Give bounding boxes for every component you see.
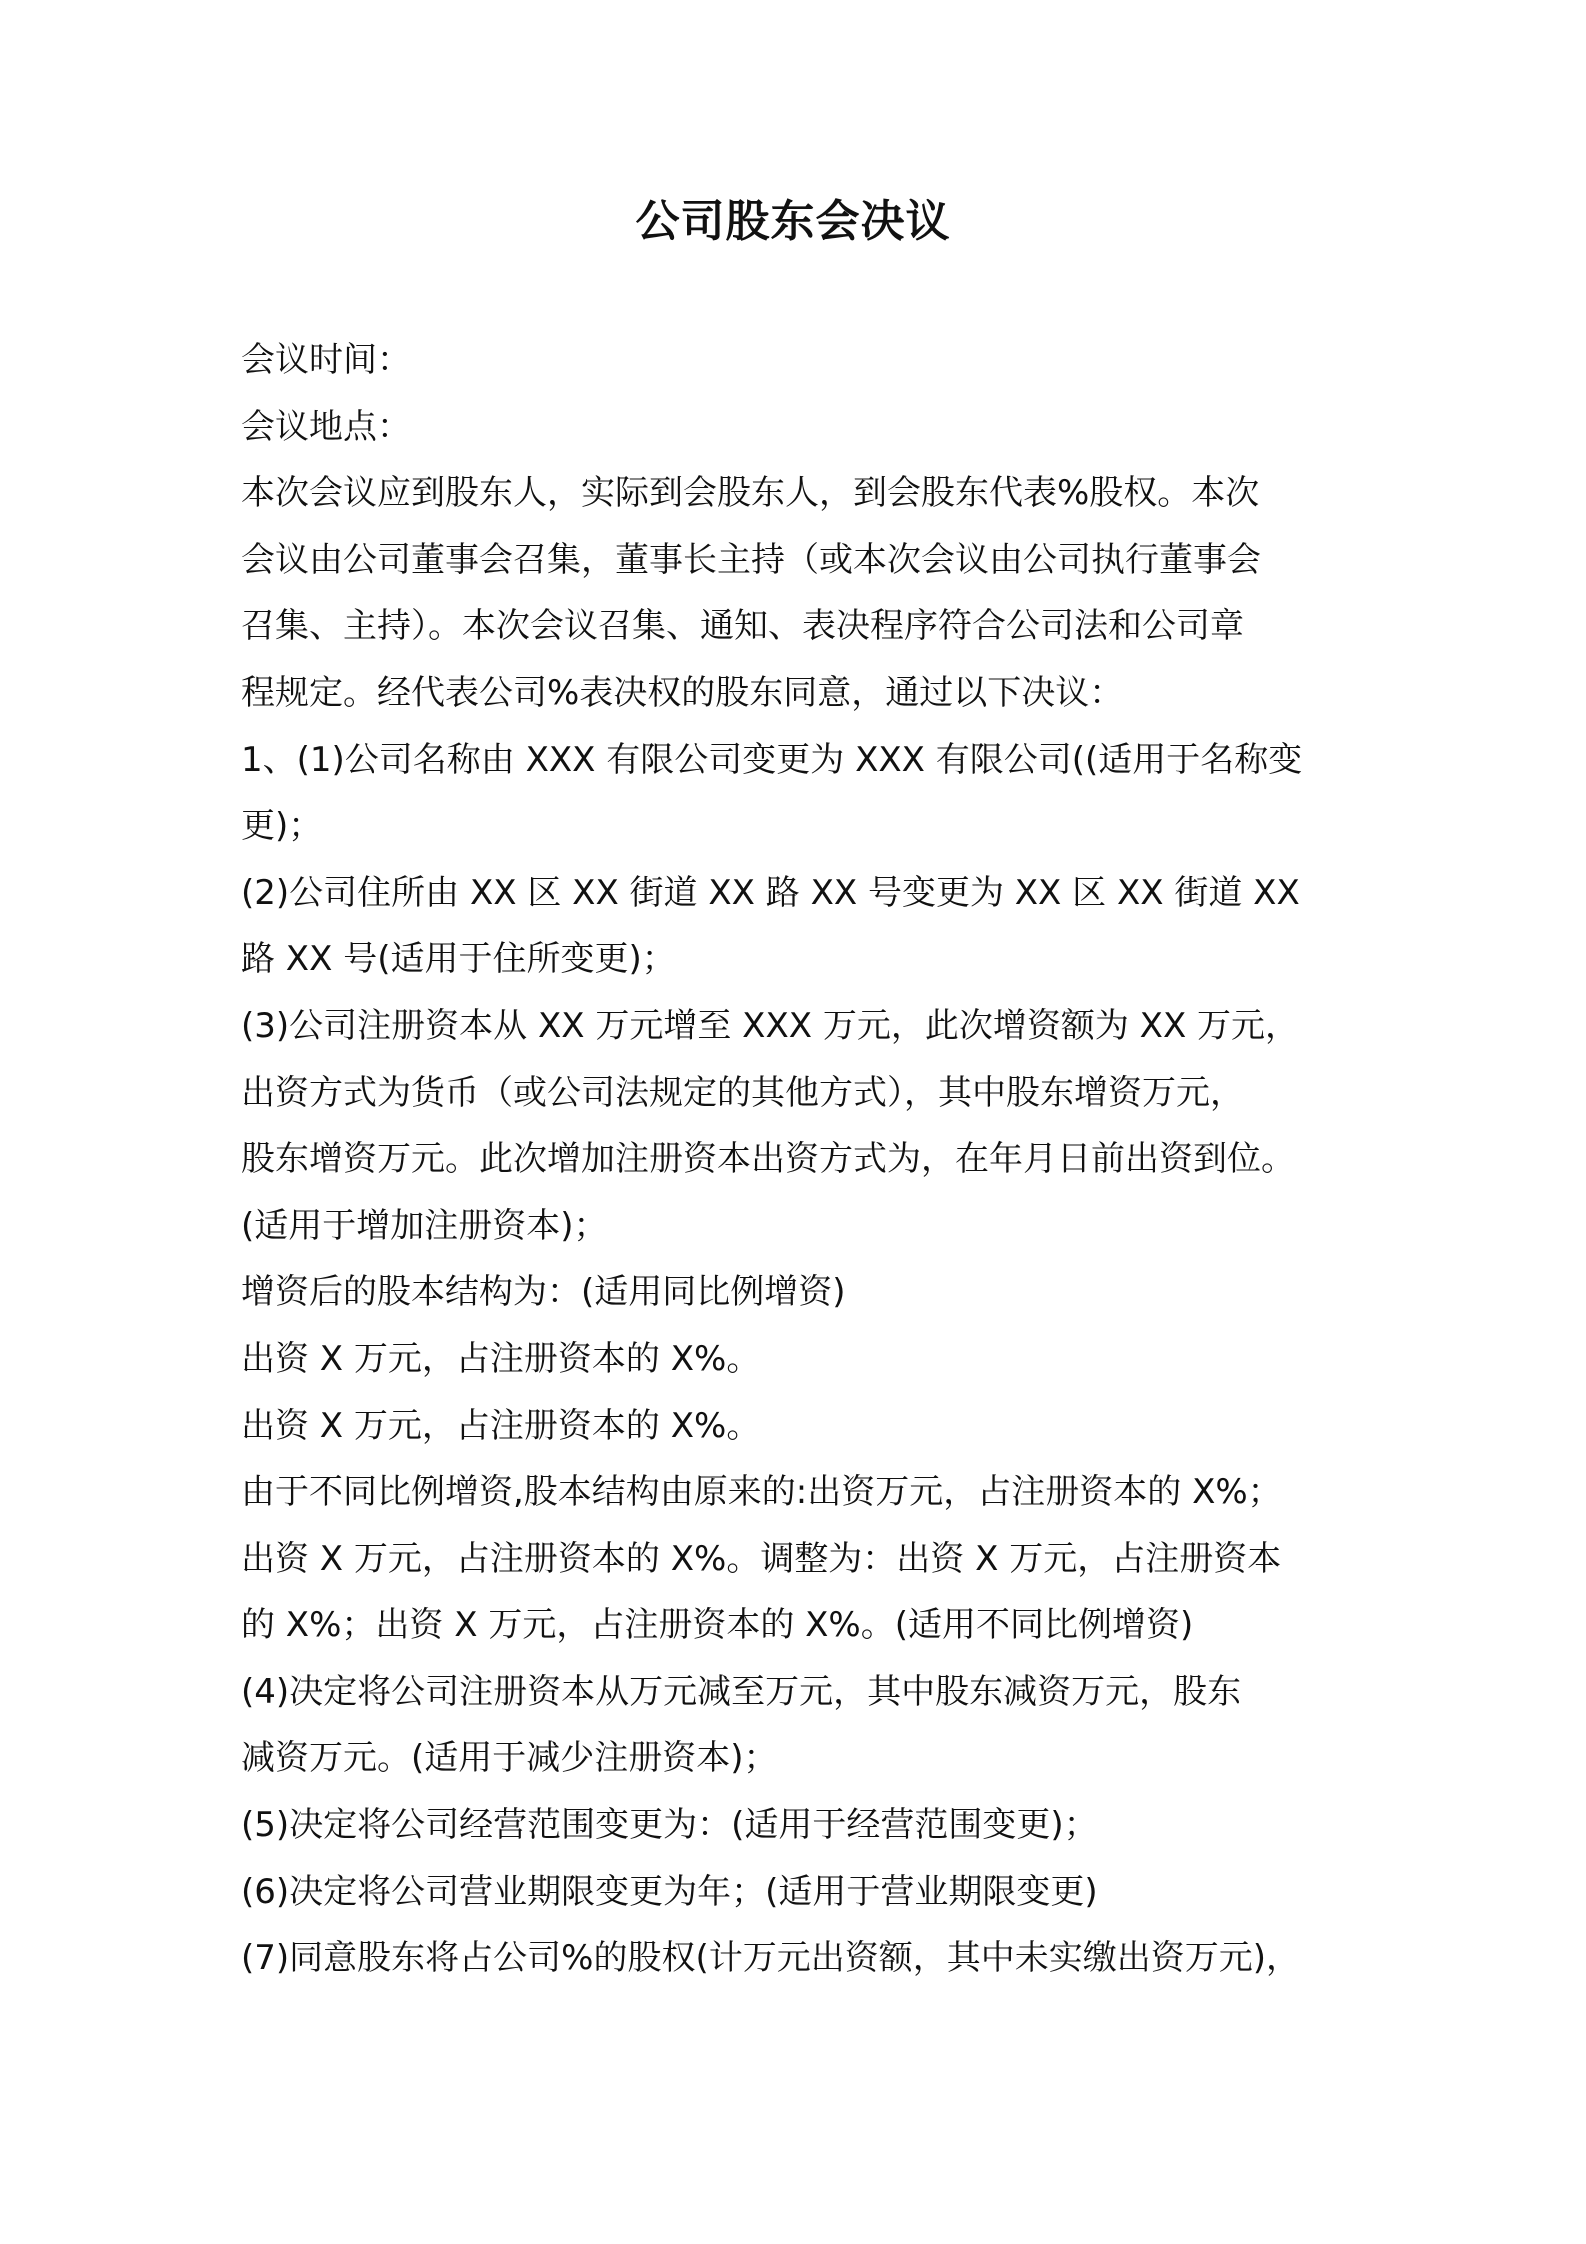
resolution-item-line: (5)决定将公司经营范围变更为：(适用于经营范围变更)； <box>241 1805 1098 1846</box>
resolution-item-line: (6)决定将公司营业期限变更为年；(适用于营业期限变更) <box>241 1871 1098 1912</box>
resolution-item-line: (适用于增加注册资本)； <box>241 1205 608 1246</box>
body-line: 召集、主持）。本次会议召集、通知、表决程序符合公司法和公司章 <box>241 606 1244 647</box>
body-line: 程规定。经代表公司%表决权的股东同意，通过以下决议： <box>241 672 1124 713</box>
equity-structure-line: 增资后的股本结构为：(适用同比例增资) <box>241 1272 846 1313</box>
resolution-item-line: (2)公司住所由 XX 区 XX 街道 XX 路 XX 号变更为 XX 区 XX 街道 XX <box>241 872 1300 913</box>
equity-structure-line: 的 X%；出资 X 万元，占注册资本的 X%。(适用不同比例增资) <box>241 1605 1194 1646</box>
resolution-item-line: 股东增资万元。此次增加注册资本出资方式为，在年月日前出资到位。 <box>241 1139 1295 1180</box>
resolution-item-line: 减资万元。(适用于减少注册资本)； <box>241 1738 778 1779</box>
equity-structure-line: 出资 X 万元，占注册资本的 X%。调整为：出资 X 万元，占注册资本 <box>241 1538 1282 1579</box>
body-line: 本次会议应到股东人，实际到会股东人，到会股东代表%股权。本次 <box>241 473 1260 514</box>
resolution-item-line: (3)公司注册资本从 XX 万元增至 XXX 万元，此次增资额为 XX 万元， <box>241 1005 1300 1046</box>
body-line: 会议由公司董事会召集，董事长主持（或本次会议由公司执行董事会 <box>241 539 1261 580</box>
resolution-item-line: 出资方式为货币（或公司法规定的其他方式），其中股东增资万元， <box>241 1072 1244 1113</box>
equity-structure-line: 出资 X 万元，占注册资本的 X%。 <box>241 1338 761 1379</box>
resolution-item-line: 路 XX 号(适用于住所变更)； <box>241 939 676 980</box>
resolution-item-line: 1、(1)公司名称由 XXX 有限公司变更为 XXX 有限公司((适用于名称变 <box>241 739 1303 780</box>
resolution-item-line: (7)同意股东将占公司%的股权(计万元出资额，其中未实缴出资万元)， <box>241 1938 1300 1979</box>
meeting-place-line: 会议地点： <box>241 406 411 447</box>
resolution-item-line: 更)； <box>241 806 323 847</box>
document-title: 公司股东会决议 <box>635 196 951 247</box>
meeting-time-line: 会议时间： <box>241 340 411 380</box>
resolution-item-line: (4)决定将公司注册资本从万元减至万元，其中股东减资万元，股东 <box>241 1671 1242 1712</box>
equity-structure-line: 出资 X 万元，占注册资本的 X%。 <box>241 1405 761 1446</box>
equity-structure-line: 由于不同比例增资,股本结构由原来的:出资万元，占注册资本的 X%； <box>241 1472 1282 1513</box>
document-body <box>241 327 1366 1992</box>
